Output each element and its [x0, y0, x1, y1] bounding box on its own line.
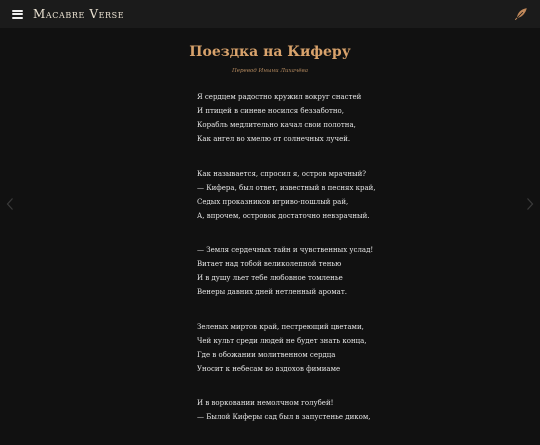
- poem-page: [0, 28, 540, 421]
- poem-line: И в душу льет тебе любовное томленье: [197, 274, 343, 282]
- poem-line: Чей культ среди людей не будет знать конца,: [197, 336, 367, 345]
- top-bar: [0, 0, 540, 28]
- poem-line: — Кифера, был ответ, известный в песнях край,: [197, 183, 376, 192]
- poem-line: Корабль медлительно качал свои полотна,: [197, 121, 356, 129]
- poem-line: И в ворковании немолчном голубей!: [197, 399, 334, 407]
- poem-title: Поездка на Киферу: [189, 44, 351, 60]
- site-brand[interactable]: Macabre Verse: [33, 7, 125, 21]
- poem-line: Витает над тобой великолепной тенью: [197, 260, 342, 268]
- stanza: [197, 320, 437, 376]
- poem-line: — Земля сердечных тайн и чувственных услад!: [197, 246, 374, 254]
- stanza: [197, 167, 437, 223]
- poem-body: [197, 90, 437, 445]
- poem-line: Где в обожании молитвенном сердца: [197, 350, 336, 359]
- stanza: [197, 396, 437, 424]
- poem-line: — Былой Киферы сад был в запустенье диком,: [197, 413, 371, 421]
- poem-line: Седых проказников игриво-пошлый рай,: [197, 197, 349, 206]
- hamburger-menu-icon[interactable]: [12, 10, 23, 19]
- poem-line: Уносит к небесам во вздохов фимиаме: [197, 364, 341, 373]
- poem-line: Как называется, спросил я, остров мрачный?: [197, 169, 366, 178]
- stanza: [197, 243, 437, 299]
- poem-line: Венеры давних дней нетленный аромат.: [197, 288, 347, 296]
- poem-line: Как ангел во хмелю от солнечных лучей.: [197, 135, 351, 143]
- stanza: [197, 90, 437, 146]
- poem-line: И птицей в синеве носился беззаботно,: [197, 107, 344, 115]
- poem-line: Зеленых миртов край, пестреющий цветами,: [197, 322, 364, 331]
- translator-credit: Перевод Иныни Лихачёва: [231, 68, 309, 74]
- feather-icon[interactable]: [514, 7, 528, 21]
- poem-line: Я сердцем радостно кружил вокруг снастей: [197, 93, 362, 101]
- poem-line: А, впрочем, островок достаточно невзрачный.: [197, 211, 370, 220]
